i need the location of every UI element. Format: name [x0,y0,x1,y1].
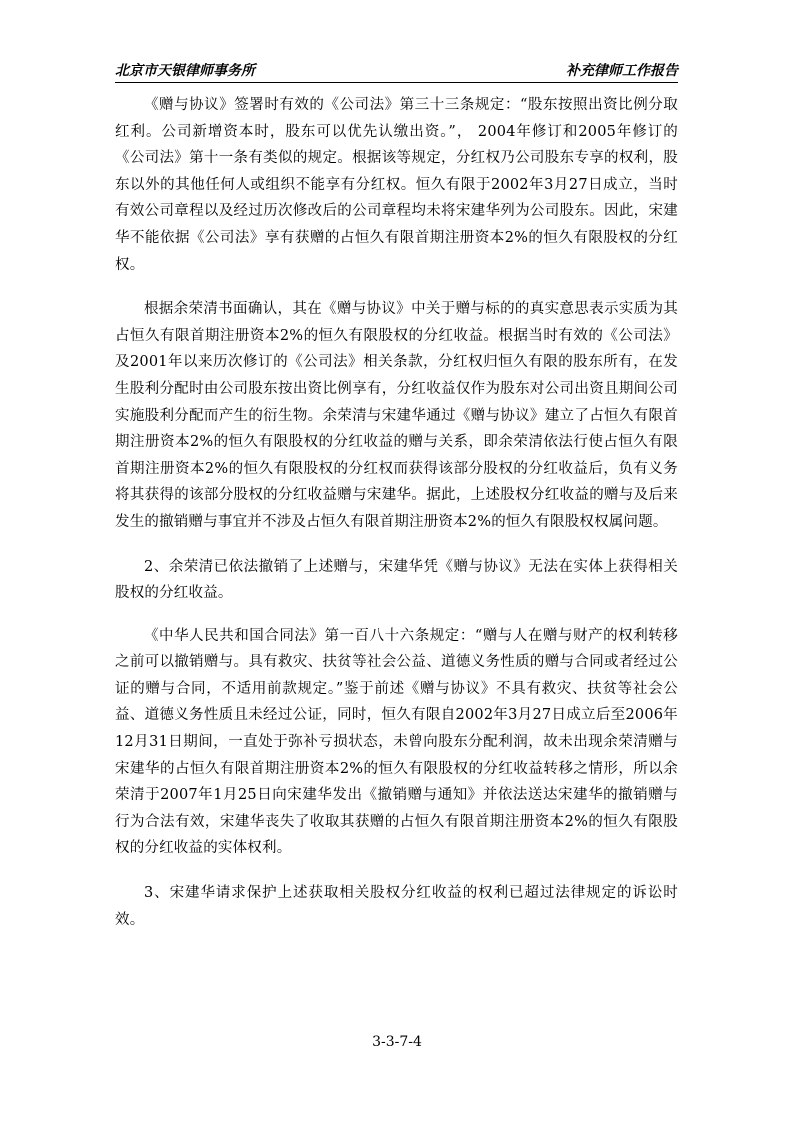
paragraph-contract-law: 《中华人民共和国合同法》第一百八十六条规定：“赠与人在赠与财产的权利转移之前可以撤销赠与。具有救灾、扶贫等社会公益、道德义务性质的赠与合同或者经过公证的赠与合同，不适用前款规定。”鉴于前述《赠与协议》不具有救灾、扶贫等社会公益、道德义务性质且未经过公证，同时，恒久有限自2002年3月27日成立后至2006年12月31日期间，一直处于弥补亏损状态，未曾向股东分配利润，故未出现余荣清赠与宋建华的占恒久有限首期注册资本2%的恒久有限股权的分红收益转移之情形，所以余荣清于2007年1月25日向宋建华发出《撤销赠与通知》并依法送达宋建华的撤销赠与行为合法有效，宋建华丧失了收取其获赠的占恒久有限首期注册资本2%的恒久有限股权的分红收益的实体权利。 [115,627,678,857]
paragraph-company-law: 《赠与协议》签署时有效的《公司法》第三十三条规定：“股东按照出资比例分取红利。公司新增资本时，股东可以优先认缴出资。”， 2004年修订和2005年修订的《公司法》第十一条有类似的规定。根据该等规定，分红权乃公司股东专享的权利，股东以外的其他任何人或组织不能享有分红权。恒久有限于2002年3月27日成立，当时有效公司章程以及经过历次修改后的公司章程均未将宋建华列为公司股东。因此，宋建华不能依据《公司法》享有获赠的占恒久有限首期注册资本2%的恒久有限股权的分红权。 [115,97,678,273]
page-header [115,60,678,83]
header-firm-name: 北京市天银律师事务所 [115,63,255,79]
paragraph-point-3: 3、宋建华请求保护上述获取相关股权分红收益的权利已超过法律规定的诉讼时效。 [115,885,678,928]
paragraph-point-2: 2、余荣清已依法撤销了上述赠与，宋建华凭《赠与协议》无法在实体上获得相关股权的分红收益。 [115,558,678,602]
paragraph-written-confirmation: 根据余荣清书面确认，其在《赠与协议》中关于赠与标的的真实意思表示实质为其占恒久有限首期注册资本2%的恒久有限股权的分红收益。根据当时有效的《公司法》及2001年以来历次修订的《公司法》相关条款，分红权归恒久有限的股东所有，在发生股利分配时由公司股东按出资比例享有，分红收益仅作为股东对公司出资且期间公司实施股利分配而产生的衍生物。余荣清与宋建华通过《赠与协议》建立了占恒久有限首期注册资本2%的恒久有限股权的分红收益的赠与关系，即余荣清依法行使占恒久有限首期注册资本2%的恒久有限股权的分红权而获得该部分股权的分红收益后，负有义务将其获得的该部分股权的分红收益赠与宋建华。据此，上述股权分红收益的赠与及后来发生的撤销赠与事宜并不涉及占恒久有限首期注册资本2%的恒久有限股权权属问题。 [115,301,678,530]
document-body [115,92,678,951]
header-report-title: 补充律师工作报告 [566,63,678,79]
page-number: 3-3-7-4 [372,1034,422,1050]
